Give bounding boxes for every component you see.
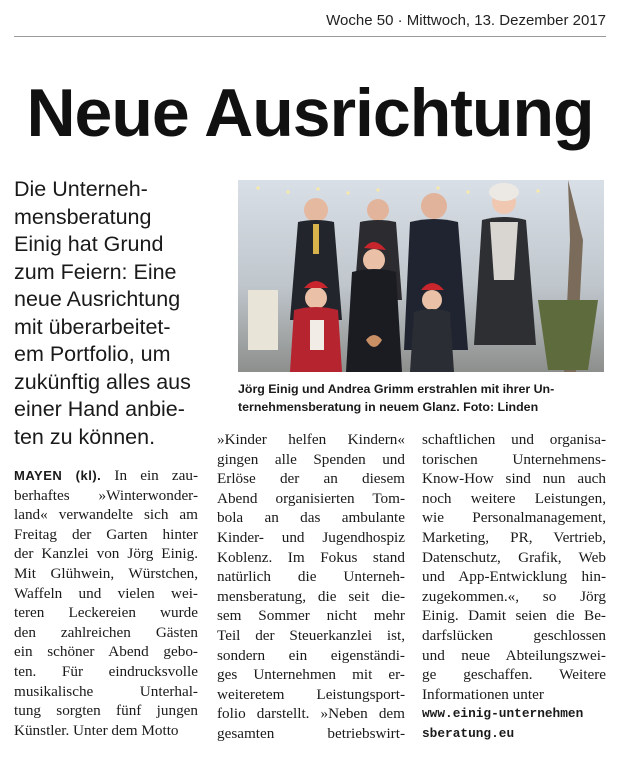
body-line: torischen Unternehmens- xyxy=(422,450,606,468)
body-line: gesamten betriebswirt- xyxy=(217,724,405,742)
body-line: sondern ein eigenständi- xyxy=(217,646,405,664)
lead-line: Die Unterneh- xyxy=(14,177,148,201)
body-line: wie Personalmanagement, xyxy=(422,509,606,527)
body-line: Know-How sind nun auch xyxy=(422,470,606,488)
website-url: sberatung.eu xyxy=(422,725,515,741)
body-line: Informationen unter xyxy=(422,685,544,703)
body-line xyxy=(14,466,198,486)
body-line: bola an das ambulante xyxy=(217,509,405,527)
body-line: gingen alle Spenden und xyxy=(217,450,405,468)
body-column-3 xyxy=(422,430,606,744)
body-line: sem Sommer nicht mehr xyxy=(217,607,405,625)
body-line: der Kanzlei von Jörg Einig. xyxy=(14,545,198,563)
lead-line: zum Feiern: Eine xyxy=(14,259,177,284)
body-line: Koblenz. Im Fokus stand xyxy=(217,548,405,566)
lead-line: Einig hat Grund xyxy=(14,232,164,256)
body-line: zugekommen.«, so Jörg xyxy=(422,587,606,605)
body-line: darfslücken geschlossen xyxy=(422,626,606,644)
body-line: Abend organisierten Tom- xyxy=(217,489,405,507)
body-line: tung sorgten fünf jungen xyxy=(14,702,198,720)
body-column-1 xyxy=(14,466,198,740)
lead-line: em Portfolio, um xyxy=(14,342,171,366)
lead-line: zukünftig alles aus xyxy=(14,369,191,394)
body-line: Marketing, PR, Vertrieb, xyxy=(422,528,606,546)
body-line: natürlich die Unterneh- xyxy=(217,568,405,586)
body-line: Datenschutz, Grafik, Web xyxy=(422,548,606,566)
body-line: teren Leckereien wurde xyxy=(14,604,198,622)
article-photo xyxy=(238,180,604,372)
body-line: noch weitere Leistungen, xyxy=(422,489,606,507)
body-line: musikalische Unterhal- xyxy=(14,682,198,700)
body-line: den zahlreichen Gästen xyxy=(14,623,198,641)
body-text: In ein zau- xyxy=(101,467,199,484)
body-line: Künstler. Unter dem Motto xyxy=(14,721,179,739)
body-line: Waffeln und vielen wei- xyxy=(14,584,198,602)
body-line: ge geschaffen. Weitere xyxy=(422,666,606,684)
website-url: www.einig-unternehmen xyxy=(422,706,584,722)
lead-line: mit überarbeitet- xyxy=(14,314,171,339)
body-line: folio darstellt. »Neben dem xyxy=(217,705,405,723)
body-line: und App-Entwicklung hin- xyxy=(422,568,606,586)
header-rule xyxy=(14,36,606,37)
body-line: Teil der Steuerkanzlei ist, xyxy=(217,626,405,644)
body-column-2 xyxy=(217,430,405,744)
body-line: schaftlichen und organisa- xyxy=(422,431,606,448)
photo-caption xyxy=(238,380,606,416)
body-line: land« verwandelte sich am xyxy=(14,506,198,524)
body-line: Freitag der Garten hinter xyxy=(14,525,198,543)
headline: Neue Ausrichtung xyxy=(26,75,594,151)
lead-line: ten zu können. xyxy=(14,424,156,449)
lead-line: neue Ausrichtung xyxy=(14,287,181,311)
lead-line: mensberatung xyxy=(14,204,152,229)
lead-paragraph xyxy=(14,176,222,451)
body-line: ges Unternehmen mit er- xyxy=(217,666,405,684)
body-line: Kinder- und Jugendhospiz xyxy=(217,528,405,546)
caption-line: ternehmensberatung in neuem Glanz. Foto: Linden xyxy=(238,400,539,414)
issue-line: Woche 50 · Mittwoch, 13. Dezember 2017 xyxy=(326,12,606,29)
body-line: mensberatung, die seit die- xyxy=(217,587,405,605)
lead-line: einer Hand anbie- xyxy=(14,397,185,421)
body-line: Erlöse der an diesem xyxy=(217,470,405,488)
body-line: und neue Abteilungszwei- xyxy=(422,646,606,664)
body-line: berhaftes »Winterwonder- xyxy=(14,486,198,504)
body-line: ten. Für eindrucksvolle xyxy=(14,662,198,680)
body-line: »Kinder helfen Kindern« xyxy=(217,431,405,448)
body-line: Mit Glühwein, Würstchen, xyxy=(14,564,198,582)
caption-line: Jörg Einig und Andrea Grimm erstrahlen mit ihrer Un- xyxy=(238,382,555,396)
body-line: weiteretem Leistungsport- xyxy=(217,685,405,703)
body-line: Einig. Damit seien die Be- xyxy=(422,607,606,625)
body-line: ein schöner Abend gebo- xyxy=(14,643,198,661)
byline: MAYEN (kl). xyxy=(14,468,102,483)
